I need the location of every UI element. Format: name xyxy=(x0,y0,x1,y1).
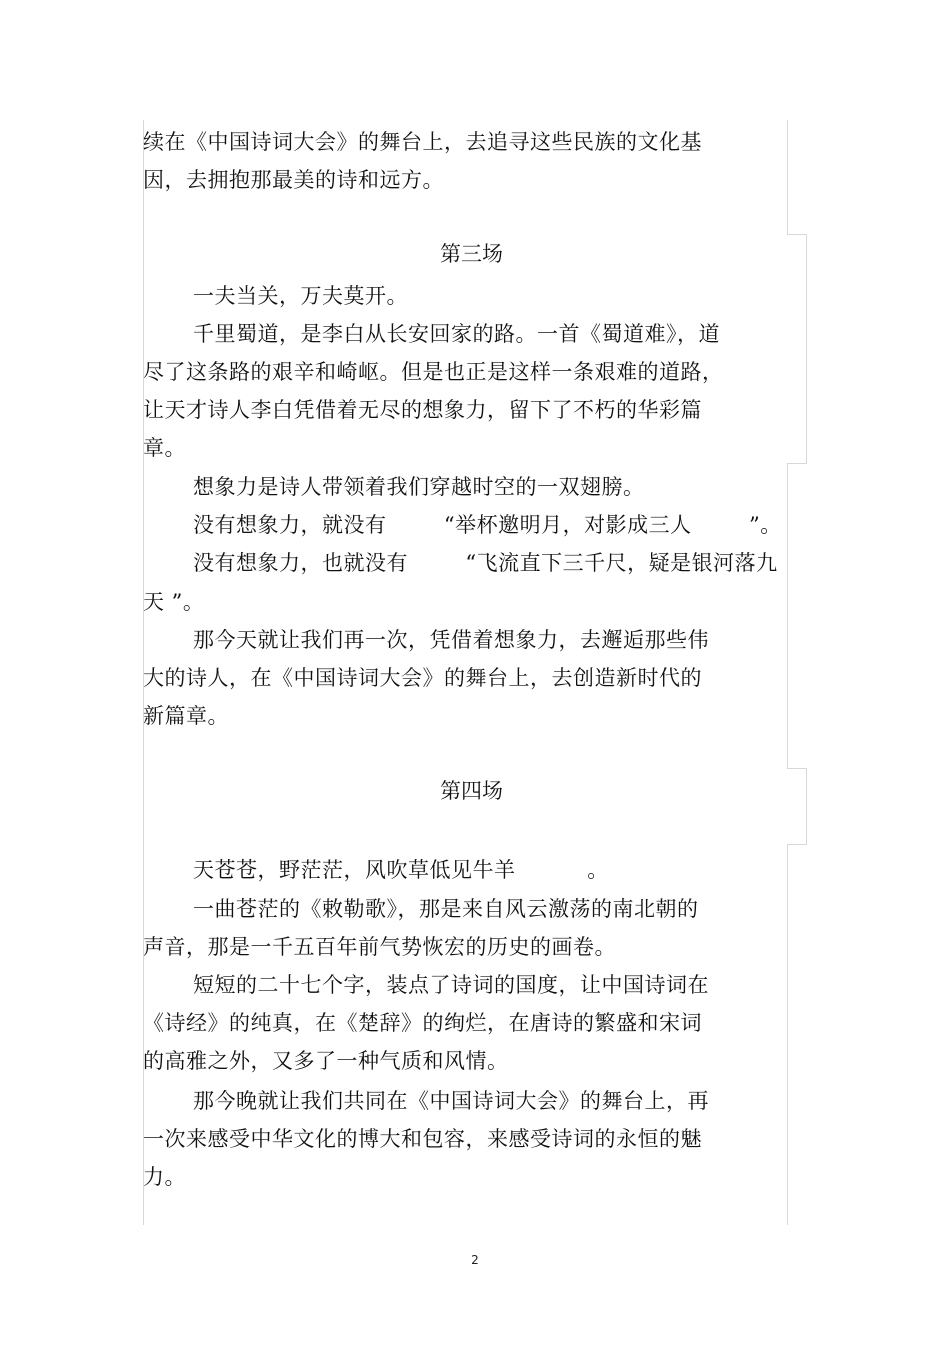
text-line: 让天才诗人李白凭借着无尽的想象力，留下了不朽的华彩篇 xyxy=(143,398,702,422)
text-line: 那今晚就让我们共同在《中国诗词大会》的舞台上，再 xyxy=(193,1089,709,1113)
section-heading-3: 第三场 xyxy=(440,242,503,266)
section-heading-4: 第四场 xyxy=(440,779,503,803)
text-line: 新篇章。 xyxy=(143,704,229,728)
text-line: 一夫当关，万夫莫开。 xyxy=(193,284,408,308)
text-line: 章。 xyxy=(143,436,186,460)
text-line: 天苍苍，野茫茫，风吹草低见牛羊 。 xyxy=(193,858,609,882)
frame-right-border xyxy=(787,120,788,235)
page-number: 2 xyxy=(471,1253,479,1267)
text-line: 一曲苍茫的《敕勒歌》，那是来自风云激荡的南北朝的 xyxy=(193,897,699,921)
frame-right-border xyxy=(806,234,807,464)
text-line: 想象力是诗人带领着我们穿越时空的一双翅膀。 xyxy=(193,475,645,499)
text-line: 续在《中国诗词大会》的舞台上，去追寻这些民族的文化基 xyxy=(143,130,702,154)
text-line: 尽了这条路的艰辛和崎岖。但是也正是这样一条艰难的道路， xyxy=(143,360,724,384)
text-line: 没有想象力，也就没有 “飞流直下三千尺，疑是银河落九 xyxy=(193,551,778,575)
frame-right-notch xyxy=(787,844,807,845)
text-line: 短短的二十七个字，装点了诗词的国度，让中国诗词在 xyxy=(193,973,709,997)
text-line: 声音，那是一千五百年前气势恢宏的历史的画卷。 xyxy=(143,935,616,959)
frame-right-border xyxy=(787,463,788,769)
text-line: 千里蜀道，是李白从长安回家的路。一首《蜀道难》，道 xyxy=(193,322,720,346)
frame-right-notch xyxy=(787,234,807,235)
frame-right-border xyxy=(787,844,788,1225)
text-line: 一次来感受中华文化的博大和包容，来感受诗词的永恒的魅 xyxy=(143,1127,702,1151)
text-line: 《诗经》的纯真，在《楚辞》的绚烂，在唐诗的繁盛和宋词 xyxy=(143,1011,702,1035)
text-line: 力。 xyxy=(143,1165,186,1189)
text-line: 天 ”。 xyxy=(143,590,205,614)
text-line: 因，去拥抱那最美的诗和远方。 xyxy=(143,168,444,192)
frame-right-notch xyxy=(787,463,807,464)
text-line: 的高雅之外，又多了一种气质和风情。 xyxy=(143,1049,509,1073)
text-line: 那今天就让我们再一次，凭借着想象力，去邂逅那些伟 xyxy=(193,628,709,652)
text-line: 大的诗人，在《中国诗词大会》的舞台上，去创造新时代的 xyxy=(143,666,702,690)
frame-right-notch xyxy=(787,768,807,769)
text-line: 没有想象力，就没有 “举杯邀明月，对影成三人 ”。 xyxy=(193,513,782,537)
